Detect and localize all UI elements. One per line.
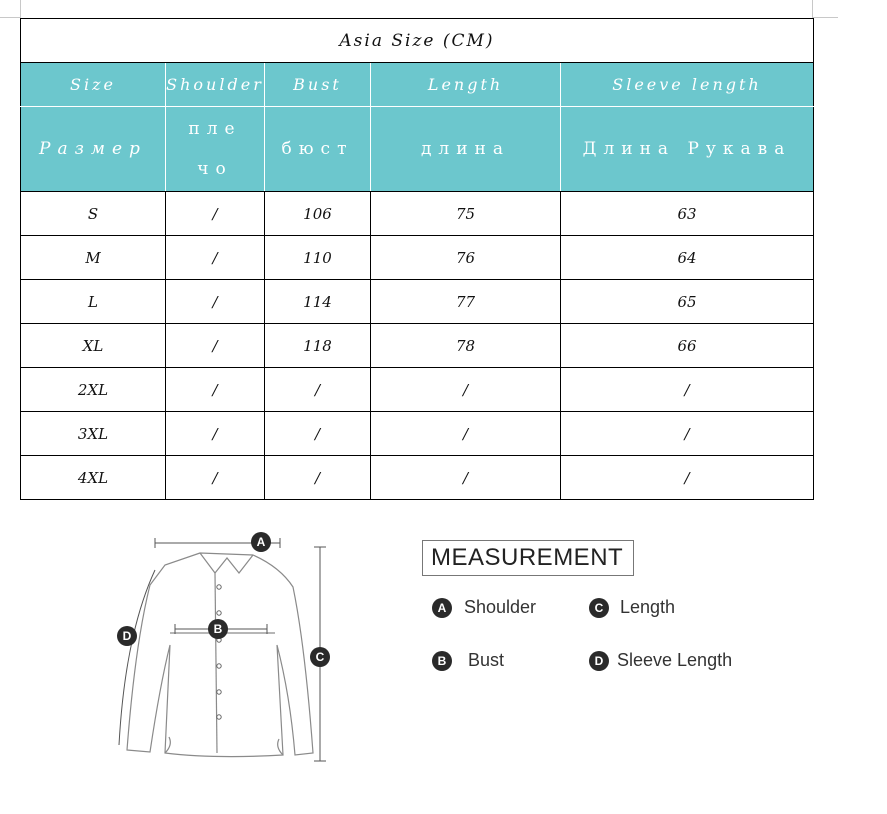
legend-item-length	[589, 597, 675, 618]
table-title: Asia Size (CM)	[21, 19, 814, 63]
marker-b-icon: B	[432, 651, 452, 671]
marker-d-icon	[117, 626, 137, 646]
cell-size: L	[21, 280, 166, 324]
header-sleeve-length: Sleeve length	[561, 63, 814, 107]
header-row-russian	[21, 107, 814, 192]
measurement-title: MEASUREMENT	[422, 540, 634, 576]
cell-shoulder: /	[166, 456, 265, 500]
table-row	[21, 192, 814, 236]
shirt-measurement-diagram	[105, 525, 345, 770]
table-row	[21, 412, 814, 456]
cell-bust: /	[265, 368, 371, 412]
table-row	[21, 324, 814, 368]
cell-bust: 114	[265, 280, 371, 324]
cell-sleeve-length: 66	[561, 324, 814, 368]
cell-length: 75	[371, 192, 561, 236]
legend-item-bust	[432, 650, 504, 671]
cell-size: 3XL	[21, 412, 166, 456]
header-bust-ru: бюст	[265, 107, 371, 192]
marker-d-label: D	[122, 629, 132, 643]
cell-bust: 106	[265, 192, 371, 236]
cell-sleeve-length: 65	[561, 280, 814, 324]
cell-bust: 110	[265, 236, 371, 280]
table-row	[21, 368, 814, 412]
cell-shoulder: /	[166, 368, 265, 412]
header-bust: Bust	[265, 63, 371, 107]
table-row	[21, 280, 814, 324]
legend-label: Length	[620, 597, 676, 617]
marker-c-label: C	[315, 650, 325, 664]
crop-guide-line	[812, 0, 813, 18]
cell-size: 2XL	[21, 368, 166, 412]
header-size-ru: Размер	[21, 107, 166, 192]
table-title-row	[21, 19, 814, 63]
cell-sleeve-length: 64	[561, 236, 814, 280]
header-row-english	[21, 63, 814, 107]
cell-bust: 118	[265, 324, 371, 368]
marker-a-icon	[251, 532, 271, 552]
cell-shoulder: /	[166, 192, 265, 236]
header-sleeve-length-ru: Длина Рукава	[561, 107, 814, 192]
legend-item-sleeve-length	[589, 650, 732, 671]
cell-shoulder: /	[166, 280, 265, 324]
marker-b-icon	[208, 619, 228, 639]
marker-c-icon: C	[589, 598, 609, 618]
header-size: Size	[21, 63, 166, 107]
legend-label: Bust	[468, 650, 505, 670]
cell-size: S	[21, 192, 166, 236]
marker-d-icon: D	[589, 651, 609, 671]
shirt-outline	[127, 553, 313, 757]
marker-b-label: B	[213, 622, 223, 636]
table-row	[21, 236, 814, 280]
cell-size: M	[21, 236, 166, 280]
cell-length: /	[371, 412, 561, 456]
crop-guide-line	[20, 0, 21, 18]
header-shoulder-ru	[166, 107, 265, 192]
cell-sleeve-length: /	[561, 368, 814, 412]
cell-bust: /	[265, 412, 371, 456]
cell-sleeve-length: /	[561, 412, 814, 456]
cell-shoulder: /	[166, 236, 265, 280]
cell-size: XL	[21, 324, 166, 368]
cell-shoulder: /	[166, 412, 265, 456]
marker-c-icon	[310, 647, 330, 667]
cell-sleeve-length: 63	[561, 192, 814, 236]
crop-guide-line	[0, 17, 20, 18]
legend-label: Sleeve Length	[617, 650, 733, 670]
table-row	[21, 456, 814, 500]
header-length: Length	[371, 63, 561, 107]
legend-item-shoulder	[432, 597, 536, 618]
button-row	[217, 585, 221, 719]
header-length-ru: длина	[371, 107, 561, 192]
cell-length: /	[371, 368, 561, 412]
measure-lines	[119, 538, 326, 761]
legend-label: Shoulder	[464, 597, 537, 617]
cell-shoulder: /	[166, 324, 265, 368]
marker-a-icon: A	[432, 598, 452, 618]
header-shoulder-ru-text: плечо	[188, 119, 242, 179]
cell-sleeve-length: /	[561, 456, 814, 500]
cell-length: /	[371, 456, 561, 500]
header-shoulder: Shoulder	[166, 63, 265, 107]
size-chart-table	[20, 18, 814, 500]
marker-a-label: A	[256, 535, 266, 549]
cell-length: 76	[371, 236, 561, 280]
crop-guide-line	[812, 17, 838, 18]
cell-size: 4XL	[21, 456, 166, 500]
cell-bust: /	[265, 456, 371, 500]
cell-length: 77	[371, 280, 561, 324]
cell-length: 78	[371, 324, 561, 368]
